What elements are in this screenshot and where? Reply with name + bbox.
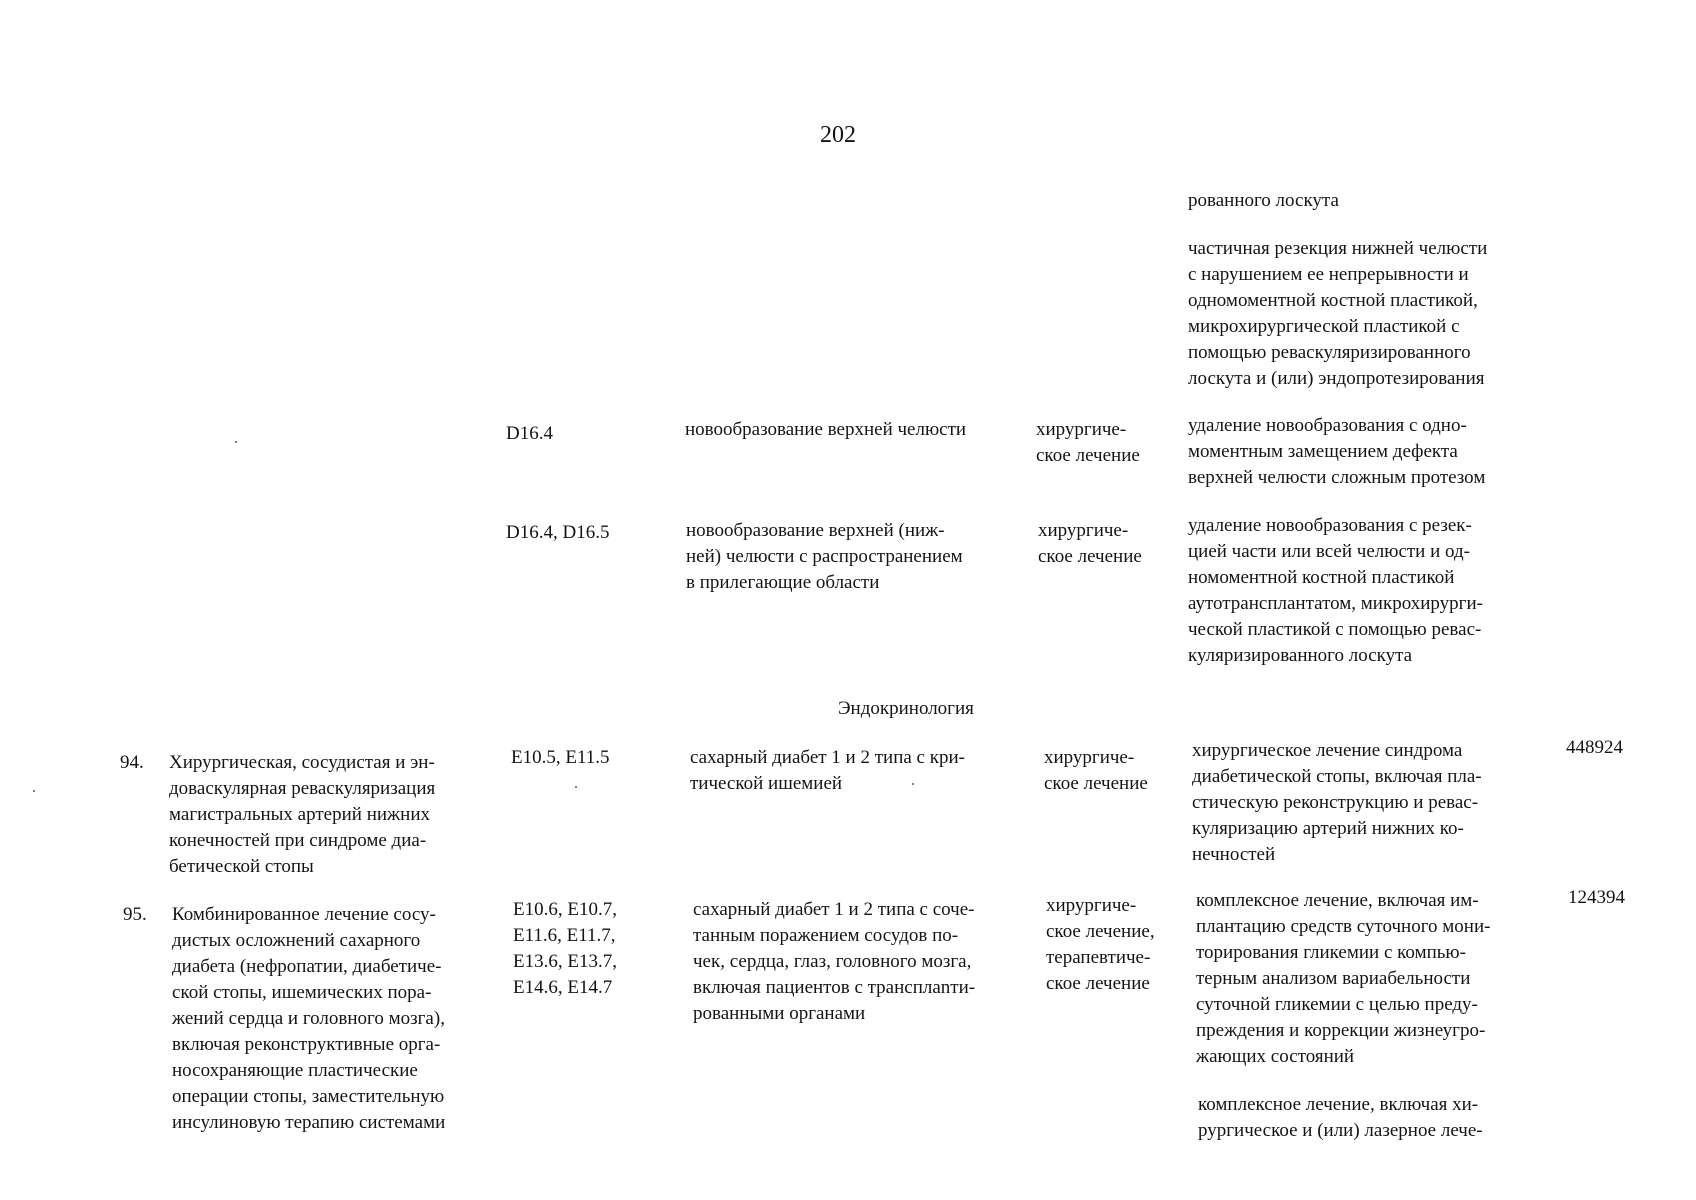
- method-cell-continued: рованного лоскута: [1188, 190, 1339, 211]
- name-cell-95: Комбинированное лечение сосу- дистых осложнений сахарного диабета (нефропатии, диабетиче- ской стопы, ишемических пора- жений сердца и головного мозга), включая реконструктивные орга- носохраняющие пластические операции стопы, заместительную инсулиновую терапию системами: [172, 904, 446, 1133]
- scan-speck: [33, 790, 35, 792]
- cost-cell-95: 124394: [1568, 887, 1625, 908]
- row-number-94: 94.: [120, 752, 144, 773]
- codes-cell-d164: D16.4: [506, 423, 553, 444]
- method-cell-94: хирургическое лечение синдрома диабетической стопы, включая пла- стическую реконструкцию и реваc- куляризацию артерий нижних ко- нечностей: [1192, 740, 1482, 865]
- method-cell-d165: удаление новообразования с резек- цией части или всей челюсти и од- номоментной костной пластикой аутотрансплантатом, микрохирурги- ческой пластикой с помощью реваc- куляризированного лоскута: [1188, 515, 1483, 666]
- scan-speck: [912, 783, 914, 785]
- method-cell-d164: удаление новообразования с одно- моментным замещением дефекта верхней челюсти сложным протезом: [1188, 415, 1486, 488]
- scan-speck: [575, 786, 577, 788]
- page-number: 202: [820, 122, 856, 148]
- method-cell-95-surgical: комплексное лечение, включая хи- рургическое и (или) лазерное лече-: [1198, 1094, 1483, 1141]
- treatment-cell-d164: хирургиче- ское лечение: [1036, 419, 1140, 466]
- cost-cell-94: 448924: [1566, 737, 1623, 758]
- codes-cell-d165: D16.4, D16.5: [506, 522, 610, 543]
- model-cell-94: сахарный диабет 1 и 2 типа с кри- тической ишемией: [690, 747, 965, 794]
- codes-cell-94: E10.5, E11.5: [511, 747, 610, 768]
- name-cell-94: Хирургическая, сосудистая и эн- доваскулярная реваскуляризация магистральных артерий нижних конечностей при синдроме диа- бетической стопы: [169, 752, 436, 877]
- row-number-95: 95.: [123, 904, 147, 925]
- model-cell-d164: новообразование верхней челюсти: [685, 419, 967, 440]
- scan-speck: [235, 441, 237, 443]
- treatment-cell-94: хирургиче- ское лечение: [1044, 747, 1148, 794]
- treatment-cell-d165: хирургиче- ское лечение: [1038, 520, 1142, 567]
- model-cell-95: сахарный диабет 1 и 2 типа с соче- танным поражением сосудов по- чек, сердца, глаз, головного мозга, включая пациентов с трансплanти- рованными органами: [693, 899, 976, 1024]
- method-cell-mandible-resection: частичная резекция нижней челюсти с нарушением ее непрерывности и одномоментной костной пластикой, микрохирургической пластикой с помощью реваскуляризированного лоскута и (или) эндопротезирования: [1188, 238, 1488, 389]
- section-heading-endocrinology: Эндокринология: [838, 698, 974, 719]
- model-cell-d165: новообразование верхней (ниж- ней) челюсти с распространением в прилегающие области: [686, 520, 963, 593]
- treatment-cell-95: хирургиче- ское лечение, терапевтиче- ское лечение: [1046, 895, 1155, 994]
- codes-cell-95: E10.6, E10.7, E11.6, E11.7, E13.6, E13.7, E14.6, E14.7: [513, 899, 617, 998]
- method-cell-95-monitoring: комплексное лечение, включая им- плантацию средств суточного мони- торирования гликемии с компью- терным анализом вариабельности суточной гликемии с целью преду- преждения и коррекции жизнеугро- жающих состояний: [1196, 890, 1491, 1067]
